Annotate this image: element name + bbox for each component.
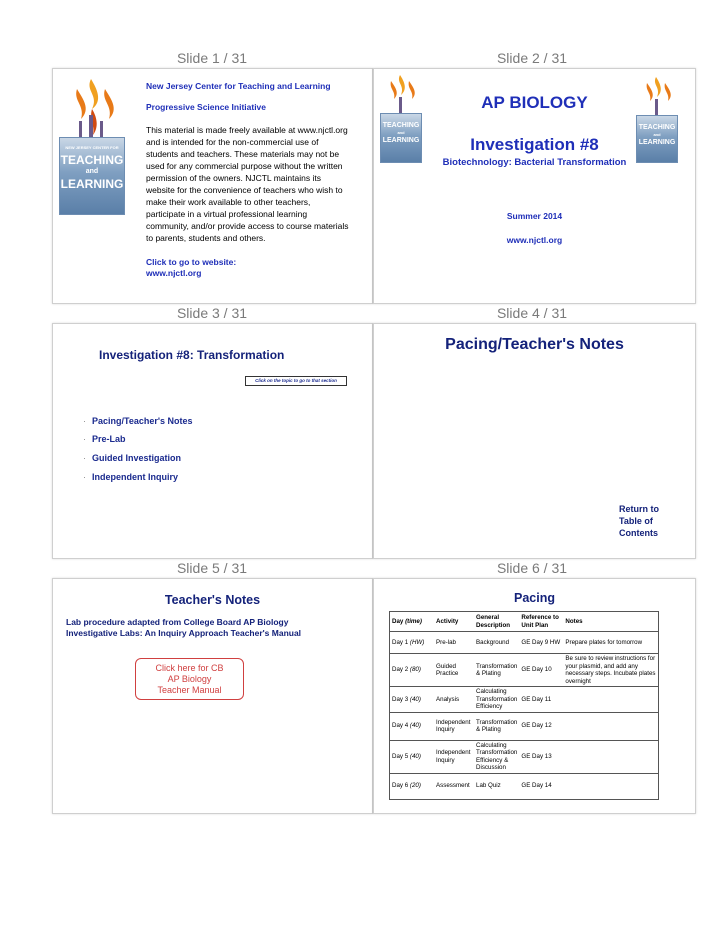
website-link-label[interactable]: Click to go to website: [146, 257, 237, 267]
investigation-subtitle: Biotechnology: Bacterial Transformation [442, 157, 627, 168]
table-row: Day 4 (40) Independent Inquiry Transformation & Plating GE Day 12 [390, 712, 659, 740]
table-row: Day 5 (40) Independent Inquiry Calculating Transformation Efficiency & Discussion GE Day 13 [390, 740, 659, 773]
slide-6-title: Pacing [514, 591, 555, 605]
initiative-name: Progressive Science Initiative [146, 102, 267, 112]
slide-4-label: Slide 4 / 31 [496, 305, 568, 321]
toc-item-pacing[interactable]: · Pacing/Teacher's Notes [83, 416, 193, 426]
slide-6[interactable] [373, 578, 696, 814]
slide-2[interactable] [373, 68, 696, 304]
website-link[interactable]: www.njctl.org [146, 268, 202, 278]
website-url[interactable]: www.njctl.org [506, 235, 563, 245]
slide-1-label: Slide 1 / 31 [176, 50, 248, 66]
slide-4[interactable] [373, 323, 696, 559]
slide-5-title: Teacher's Notes [164, 593, 261, 607]
table-row: Day 1 (HW) Pre-lab Background GE Day 9 HW Prepare plates for tomorrow [390, 632, 659, 654]
njctl-logo-right: TEACHING and LEARNING [636, 75, 676, 163]
njctl-logo: NEW JERSEY CENTER FOR TEACHING and LEARNING [59, 75, 123, 215]
table-row: Day 2 (80) Guided Practice Transformation & Plating GE Day 10 Be sure to review instructions for your plasmid, and add any necessary steps. Incubate plates overnight [390, 654, 659, 687]
njctl-logo-left: TEACHING and LEARNING [380, 73, 420, 163]
source-line-2: Investigative Labs: An Inquiry Approach Teacher's Manual [66, 628, 302, 638]
slide-2-label: Slide 2 / 31 [496, 50, 568, 66]
slide-3-label: Slide 3 / 31 [176, 305, 248, 321]
header-day: Day (time) [390, 612, 435, 632]
table-row: Day 3 (40) Analysis Calculating Transformation Efficiency GE Day 11 [390, 687, 659, 713]
investigation-title: Investigation #8 [470, 135, 599, 154]
table-header-row [390, 612, 659, 632]
course-title: AP BIOLOGY [481, 93, 588, 112]
return-to-toc-link[interactable]: Return to Table of Contents [619, 504, 659, 538]
slide-1[interactable] [52, 68, 373, 304]
slide-4-title: Pacing/Teacher's Notes [445, 336, 624, 353]
hint-box: Click on the topic to go to that section [245, 376, 347, 386]
usage-notice: This material is made freely available at www.njctl.org and is intended for the non-commercial use of students and teachers. These materials may not be used for any commercial purpose without the written permission of the owners. NJCTL maintains its website for the convenience of teachers who wish to make their work available to other teachers, participate in a virtual professional learning community, and/or provide access to course materials to parents, students and others. [146, 125, 349, 243]
header-general: General Description [474, 612, 519, 632]
toc-item-prelab[interactable]: · Pre-Lab [83, 434, 126, 444]
pacing-table [389, 611, 659, 800]
source-line-1: Lab procedure adapted from College Board AP Biology [66, 617, 289, 627]
header-notes: Notes [563, 612, 658, 632]
date-text: Summer 2014 [506, 211, 563, 221]
slide-5[interactable] [52, 578, 373, 814]
org-name: New Jersey Center for Teaching and Learning [146, 81, 331, 91]
section-title: Investigation #8: Transformation [99, 348, 285, 362]
header-reference: Reference to Unit Plan [519, 612, 563, 632]
toc-item-guided[interactable]: · Guided Investigation [83, 453, 182, 463]
toc-item-inquiry[interactable]: · Independent Inquiry [83, 472, 179, 482]
header-activity: Activity [434, 612, 474, 632]
slide-5-label: Slide 5 / 31 [176, 560, 248, 576]
slide-3[interactable] [52, 323, 373, 559]
slide-6-label: Slide 6 / 31 [496, 560, 568, 576]
table-row: Day 6 (20) Assessment Lab Quiz GE Day 14 [390, 773, 659, 799]
teacher-manual-button[interactable]: Click here for CB AP Biology Teacher Manual [135, 658, 244, 700]
